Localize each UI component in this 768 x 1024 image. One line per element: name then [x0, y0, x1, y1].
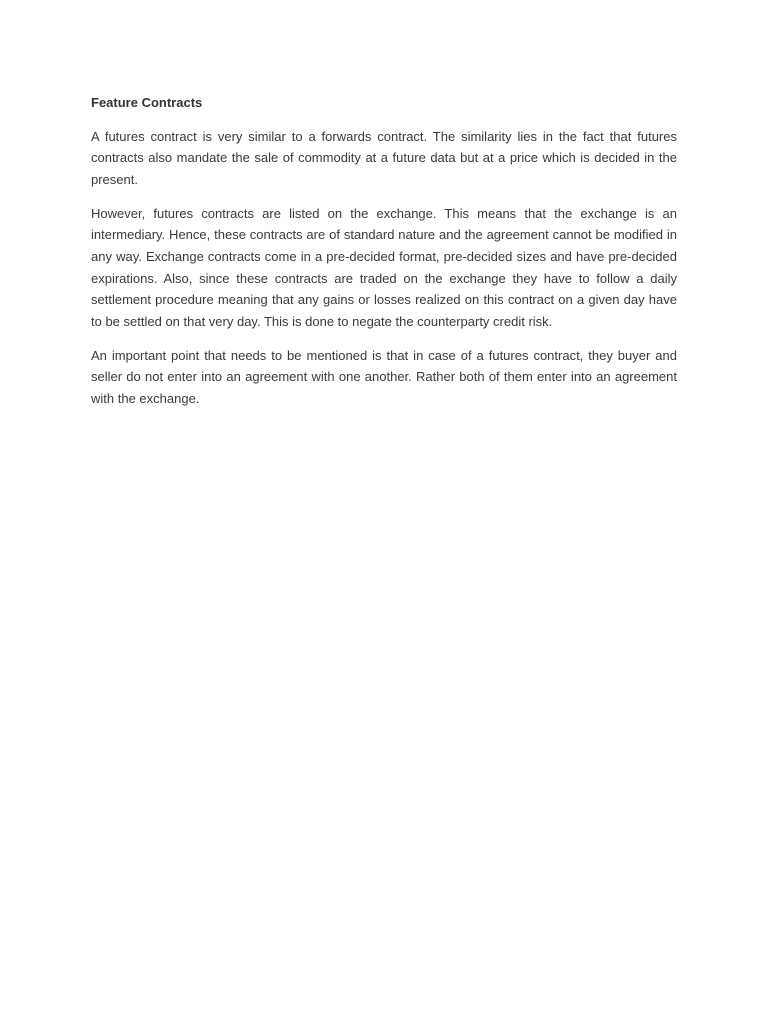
paragraph-futures-definition: A futures contract is very similar to a forwards contract. The similarity lies in the fact that futures contracts also mandate the sale of commodity at a future data but at a price which is decided in the present. [91, 128, 677, 187]
document-page [91, 92, 677, 422]
paragraph-buyer-seller: An important point that needs to be mentioned is that in case of a futures contract, they buyer and seller do not enter into an agreement with one another. Rather both of them enter into an agreement with the exchange. [91, 347, 677, 407]
document-title: Feature Contracts [91, 95, 203, 110]
paragraph-exchange-listing: However, futures contracts are listed on the exchange. This means that the exchange is an intermediary. Hence, these contracts are of standard nature and the agreement cannot be modified in any way. Exchange contracts come in a pre-decided format, pre-decided sizes and have pre-decided expirations. Also, since these contracts are traded on the exchange they have to follow a daily settlement procedure meaning that any gains or losses realized on this contract on a given day have to be settled on that very day. This is done to negate the counterparty credit risk. [91, 205, 677, 329]
